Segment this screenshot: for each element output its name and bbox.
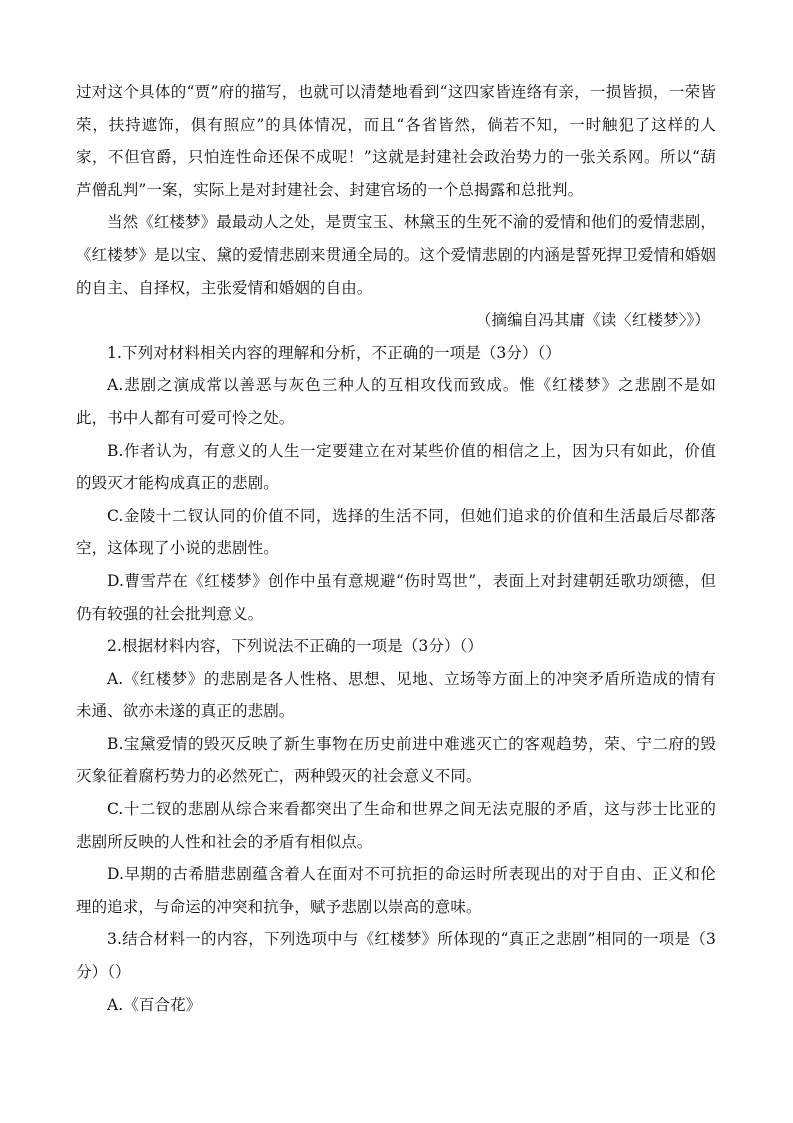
question-stem: 3.结合材料一的内容，下列选项中与《红楼梦》所体现的“真正之悲剧”相同的一项是（3分）（）	[76, 930, 716, 982]
question-option: D.早期的古希腊悲剧蕴含着人在面对不可抗拒的命运时所表现出的对于自由、正义和伦理的追求，与命运的冲突和抗争，赋予悲剧以崇高的意味。	[76, 865, 716, 916]
question-option: B.作者认为，有意义的人生一定要建立在对某些价值的相信之上，因为只有如此，价值的毁灭才能构成真正的悲剧。	[76, 441, 716, 493]
question-option: C.十二钗的悲剧从综合来看都突出了生命和世界之间无法克服的矛盾，这与莎士比亚的悲剧所反映的人性和社会的矛盾有相似点。	[76, 800, 716, 851]
question-1	[76, 337, 716, 630]
question-option: A.《百合花》	[107, 995, 202, 1014]
question-stem: 2.根据材料内容，下列说法不正确的一项是（3分）（）	[107, 637, 484, 656]
question-option: C.金陵十二钗认同的价值不同，选择的生活不同，但她们追求的价值和生活最后尽都落空，这体现了小说的悲剧性。	[76, 506, 716, 558]
question-option: A.悲剧之演成常以善恶与灰色三种人的互相攻伐而致成。惟《红楼梦》之悲剧不是如此，书中人都有可爱可怜之处。	[76, 376, 716, 427]
document-content	[76, 76, 716, 1021]
question-option: B.宝黛爱情的毁灭反映了新生事物在历史前进中难逃灭亡的客观趋势，荣、宁二府的毁灭象征着腐朽势力的必然死亡，两种毁灭的社会意义不同。	[76, 734, 716, 786]
question-option: A.《红楼梦》的悲剧是各人性格、思想、见地、立场等方面上的冲突矛盾所造成的情有未通、欲亦未遂的真正的悲剧。	[76, 669, 716, 721]
question-stem: 1.下列对材料相关内容的理解和分析，不正确的一项是（3分）（）	[107, 343, 562, 362]
passage-paragraph-love-tragedy: 当然《红楼梦》最最动人之处，是贾宝玉、林黛玉的生死不渝的爱情和他们的爱情悲剧，《红楼梦》是以宝、黛的爱情悲剧来贯通全局的。这个爱情悲剧的内涵是誓死捍卫爱情和婚姻的自主、自择权，主张爱情和婚姻的自由。	[76, 213, 716, 297]
passage-source: （摘编自冯其庸《读〈红楼梦〉》）	[475, 311, 710, 330]
question-option: D.曹雪芹在《红楼梦》创作中虽有意规避“伤时骂世”，表面上对封建朝廷歌功颂德，但仍有较强的社会批判意义。	[76, 571, 716, 623]
passage-paragraph-continued: 过对这个具体的“贾”府的描写，也就可以清楚地看到“这四家皆连络有亲，一损皆损，一荣皆荣，扶持遮饰，俱有照应”的具体情况，而且“各省皆然，倘若不知，一时触犯了这样的人家，不但官爵，只怕连性命还保不成呢！”这就是封建社会政治势力的一张关系网。所以“葫芦僧乱判”一案，实际上是对封建社会、封建官场的一个总揭露和总批判。	[76, 83, 716, 199]
question-2	[76, 630, 716, 923]
question-3	[76, 923, 716, 1021]
